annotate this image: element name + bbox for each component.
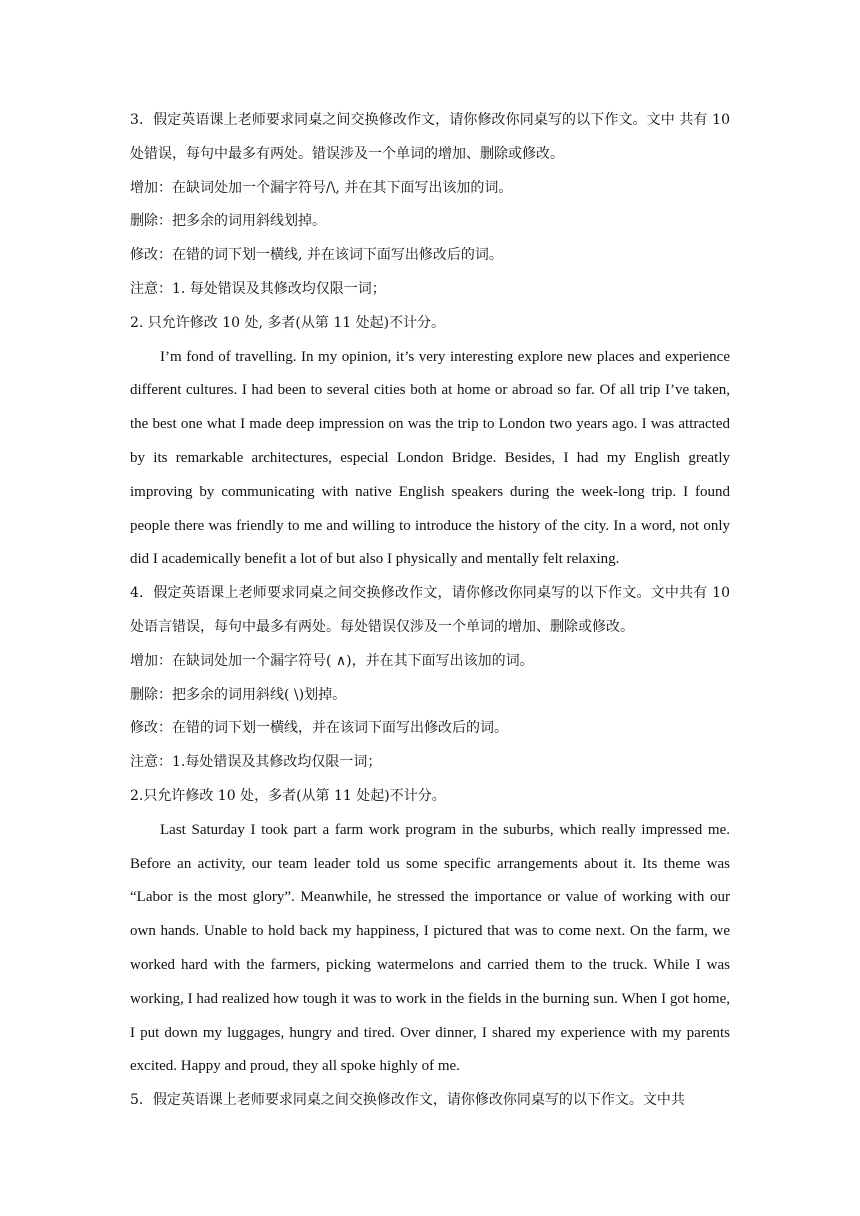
question-4-prompt: 4．假定英语课上老师要求同桌之间交换修改作文，请你修改你同桌写的以下作文。文中共有 10 处语言错误，每句中最多有两处。每处错误仅涉及一个单词的增加、删除或修改。 — [130, 585, 730, 635]
question-4-note-1: 注意：1.每处错误及其修改均仅限一词； — [130, 754, 382, 771]
question-3-note-2: 2. 只允许修改 10 处, 多者(从第 11 处起)不计分。 — [130, 314, 446, 331]
question-3-add-rule: 增加：在缺词处加一个漏字符号/\, 并在其下面写出该加的词。 — [130, 179, 513, 196]
question-3-modify-rule: 修改：在错的词下划一横线, 并在该词下面写出修改后的词。 — [130, 247, 503, 264]
question-4-note-2: 2.只允许修改 10 处，多者(从第 11 处起)不计分。 — [130, 787, 446, 804]
question-3-note-1: 注意：1. 每处错误及其修改均仅限一词； — [130, 280, 386, 297]
question-3-passage: I’m fond of travelling. In my opinion, it’s very interesting explore new places and experience different cultures. I had been to several cities both at home or abroad so far. Of all trip I’ve taken, the best one what I made deep impression on was the trip to London two years ago. I was attracted by its remarkable architectures, especial London Bridge. Besides, I had my English greatly improving by communicating with native English speakers during the week-long trip. I found people there was friendly to me and willing to introduce the history of the city. In a word, not only did I academically benefit a lot of but also I physically and mentally felt relaxing. — [130, 348, 730, 568]
question-4-add-rule: 增加：在缺词处加一个漏字符号( ∧)，并在其下面写出该加的词。 — [130, 652, 534, 669]
document-body — [130, 104, 730, 1118]
question-3-prompt: 3．假定英语课上老师要求同桌之间交换修改作文，请你修改你同桌写的以下作文。文中 共有 10 处错误，每句中最多有两处。错误涉及一个单词的增加、删除或修改。 — [130, 112, 730, 162]
question-3-delete-rule: 删除：把多余的词用斜线划掉。 — [130, 213, 326, 230]
question-4-delete-rule: 删除：把多余的词用斜线( \)划掉。 — [130, 686, 347, 703]
question-5-prompt: 5．假定英语课上老师要求同桌之间交换修改作文，请你修改你同桌写的以下作文。文中共 — [130, 1092, 685, 1109]
question-4-modify-rule: 修改：在错的词下划一横线，并在该词下面写出修改后的词。 — [130, 720, 508, 737]
question-4-passage: Last Saturday I took part a farm work program in the suburbs, which really impressed me. Before an activity, our team leader told us some specific arrangements about it. Its theme was “Labor is the most glory”. Meanwhile, he stressed the importance or value of working with our own hands. Unable to hold back my happiness, I pictured that was to come next. On the farm, we worked hard with the farmers, picking watermelons and carried them to the truck. While I was working, I had realized how tough it was to work in the fields in the burning sun. When I got home, I put down my luggages, hungry and tired. Over dinner, I shared my experience with my parents excited. Happy and proud, they all spoke highly of me. — [130, 821, 730, 1075]
